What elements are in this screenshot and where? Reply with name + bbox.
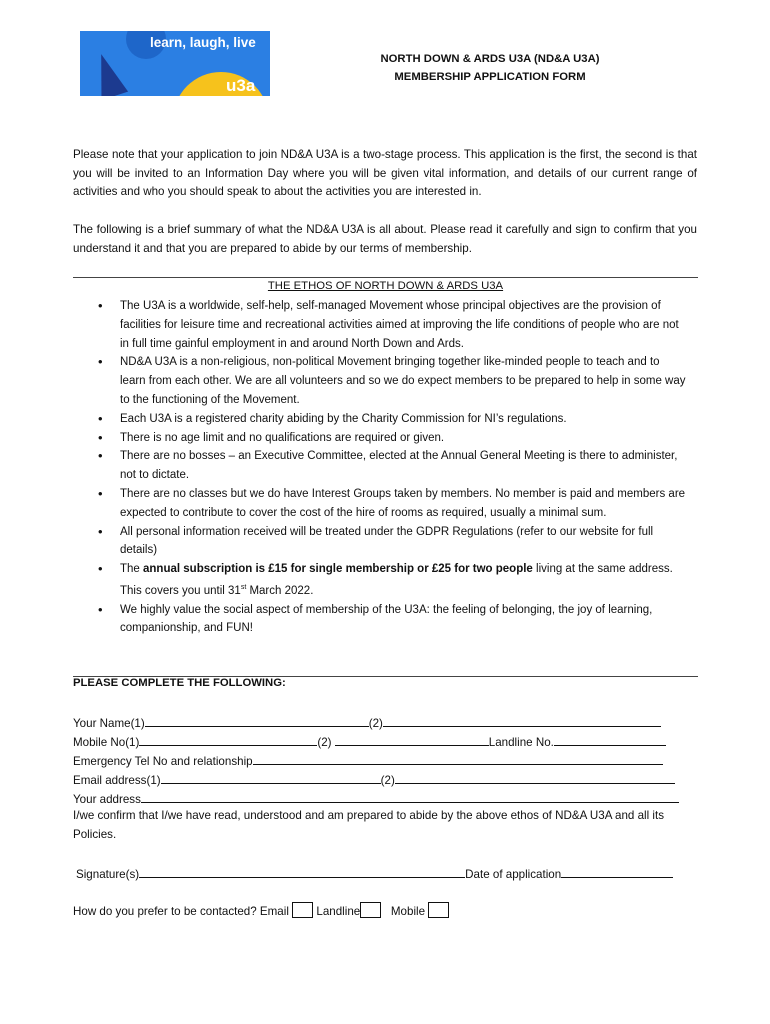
emergency-field[interactable] (253, 752, 663, 765)
email-1-label: Email address(1) (73, 774, 161, 787)
form-title: NORTH DOWN & ARDS U3A (ND&A U3A) (380, 53, 600, 65)
landline-checkbox[interactable] (360, 902, 381, 918)
intro-paragraph-1: Please note that your application to join ND&A U3A is a two-stage process. This application is the first, the second is that you will be invited to an Information Day where you will be given vital information, and details of our current range of activities and who you should speak to about the activities you are interested in. (73, 148, 697, 199)
contact-preference-row (73, 902, 449, 918)
email-row (73, 771, 675, 787)
name-1-label: Your Name(1) (73, 717, 145, 730)
email-1-field[interactable] (161, 771, 381, 784)
ethos-item: • All personal information received will be treated under the GDPR Regulations (refer to our website for full details) (120, 523, 686, 561)
ethos-item-subscription (120, 560, 686, 600)
ethos-item: • There are no classes but we do have Interest Groups taken by members. No member is paid and members are expected to contribute to cover the cost of the hire of rooms as required, usually a minimal sum. (120, 485, 686, 523)
mobile-1-field[interactable] (139, 733, 317, 746)
subscription-end: March 2022. (246, 584, 314, 597)
form-section-heading: PLEASE COMPLETE THE FOLLOWING: (73, 677, 286, 689)
subscription-suffix: living at the same address. This covers you until 31 (120, 563, 673, 597)
ethos-item: • ND&A U3A is a non-religious, non-political Movement bringing together like-minded people to teach and to learn from each other. We are all volunteers and so we do expect members to be prepared to help in some way to the functioning of the Movement. (120, 353, 686, 409)
email-2-field[interactable] (395, 771, 675, 784)
landline-field[interactable] (554, 733, 666, 746)
ethos-item: • The U3A is a worldwide, self-help, self-managed Movement whose principal objectives are the provision of facilities for leisure time and recreational activities aimed at improving the life conditions of people who are not in full time gainful employment in and around North Down and Ards. (120, 297, 686, 353)
landline-label: Landline No. (488, 736, 554, 749)
ethos-item: • We highly value the social aspect of membership of the U3A: the feeling of belonging, the joy of learning, companionship, and FUN! (120, 601, 686, 639)
logo-triangle-shape (88, 50, 128, 96)
u3a-logo (80, 31, 270, 96)
ethos-heading: THE ETHOS OF NORTH DOWN & ARDS U3A (267, 280, 504, 292)
mobile-option-label: Mobile (390, 905, 426, 918)
subscription-prefix: The (120, 563, 144, 576)
name-2-field[interactable] (383, 714, 661, 727)
name-2-label: (2) (368, 717, 383, 730)
name-1-field[interactable] (145, 714, 369, 727)
mobile-row (73, 733, 666, 749)
address-field[interactable] (141, 790, 679, 803)
intro-paragraph-2: The following is a brief summary of what the ND&A U3A is all about. Please read it carefully and sign to confirm that you understand it and that you are prepared to abide by our terms of membership. (73, 223, 697, 255)
email-2-label: (2) (380, 774, 395, 787)
emergency-row (73, 752, 663, 768)
emergency-label: Emergency Tel No and relationship (73, 755, 253, 768)
mobile-1-label: Mobile No(1) (73, 736, 140, 749)
address-label: Your address (73, 793, 141, 806)
subscription-amounts: annual subscription is £15 for single membership or £25 for two people (143, 563, 533, 576)
confirmation-text: I/we confirm that I/we have read, understood and am prepared to abide by the above ethos of ND&A U3A and all its Policies. (73, 809, 664, 841)
ethos-item: • Each U3A is a registered charity abiding by the Charity Commission for NI’s regulations. (120, 410, 686, 429)
signature-row (76, 865, 673, 881)
email-checkbox[interactable] (292, 902, 313, 918)
ethos-item: • There are no bosses – an Executive Committee, elected at the Annual General Meeting is there to administer, not to dictate. (120, 447, 686, 485)
signature-field[interactable] (139, 865, 465, 878)
signature-label: Signature(s) (76, 868, 140, 881)
ethos-item: • There is no age limit and no qualifications are required or given. (120, 429, 686, 448)
contact-question: How do you prefer to be contacted? Email (73, 905, 289, 918)
mobile-2-field[interactable] (335, 733, 489, 746)
name-row (73, 714, 661, 730)
logo-brand: u3a (226, 76, 256, 95)
landline-option-label: Landline (316, 905, 361, 918)
divider-top (73, 277, 698, 278)
ethos-list (120, 297, 686, 638)
mobile-2-label: (2) (317, 736, 335, 749)
address-row (73, 790, 679, 806)
mobile-checkbox[interactable] (428, 902, 449, 918)
date-label: Date of application (465, 868, 562, 881)
form-subtitle: MEMBERSHIP APPLICATION FORM (394, 71, 586, 83)
subscription-sup: st (240, 583, 247, 591)
date-field[interactable] (561, 865, 673, 878)
logo-tagline: learn, laugh, live (150, 35, 256, 50)
